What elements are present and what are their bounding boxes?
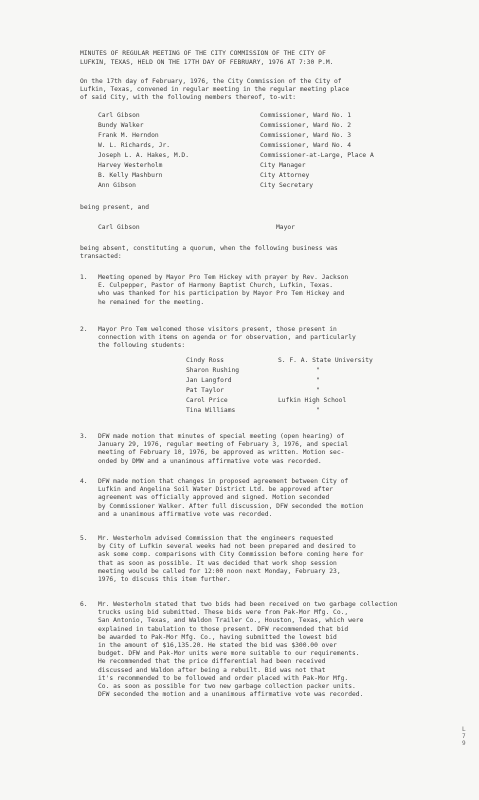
item-line: Mr. Westerholm advised Commission that the engineers requested [98, 535, 334, 542]
item-line: he remained for the meeting. [98, 298, 205, 306]
item-line: by Commissioner Walker. After full discussion, DFW seconded the motion [98, 502, 364, 510]
member-title: City Attorney [260, 172, 310, 179]
member-title: Commissioner, Ward No. 4 [260, 142, 351, 149]
student-name: Pat Taylor [186, 387, 224, 394]
item-line: DFW seconded the motion and a unanimous affirmative vote was recorded. [98, 691, 364, 699]
item-paragraph [98, 326, 356, 351]
item-line: who was thanked for his participation by Mayor Pro Tem Hickey and [98, 290, 345, 298]
student-name: Carol Price [186, 397, 228, 404]
member-name: W. L. Richards, Jr. [98, 142, 171, 149]
item-line: San Antonio, Texas, and Waldon Trailer Co., Houston, Texas, which were [98, 617, 364, 625]
header-line: MINUTES OF REGULAR MEETING OF THE CITY COMMISSION OF THE CITY OF [80, 50, 326, 57]
item-paragraph [98, 535, 363, 584]
intro-line: of said City, with the following members thereof, to-wit: [80, 94, 297, 102]
student-school: " [316, 407, 320, 414]
item-line: Mayor Pro Tem welcomed those visitors present, those present in [98, 326, 337, 333]
item-line: and a unanimous affirmative vote was recorded. [98, 510, 273, 518]
student-name: Cindy Ross [186, 357, 224, 364]
member-name: Harvey Westerholm [98, 162, 163, 169]
absent-name: Carl Gibson [98, 224, 140, 231]
item-line: DFW made motion that changes in proposed agreement between City of [98, 478, 349, 485]
member-name: B. Kelly Mashburn [98, 172, 163, 179]
item-line: Mr. Westerholm stated that two bids had been received on two garbage collection [98, 601, 398, 608]
item-line: budget. DFW and Pak-Mor units were more suitable to our requirements. [98, 650, 360, 658]
item-number: 6. [80, 601, 88, 608]
member-title: City Manager [260, 162, 306, 169]
intro-line: Lufkin, Texas, convened in regular meeting in the regular meeting place [80, 86, 350, 94]
item-line: He recommended that the price differential had been received [98, 658, 326, 666]
item-line: onded by DMW and a unanimous affirmative vote was recorded. [98, 457, 322, 465]
member-title: Commissioner-at-Large, Place A [260, 152, 374, 159]
item-number: 4. [80, 478, 88, 485]
intro-paragraph [80, 78, 349, 103]
quorum-line: transacted: [80, 253, 122, 261]
student-name: Tina Williams [186, 407, 236, 414]
member-name: Frank M. Herndon [98, 132, 159, 139]
student-school: " [316, 367, 320, 374]
item-number: 1. [80, 274, 88, 281]
member-title: Commissioner, Ward No. 2 [260, 122, 351, 129]
item-line: trucks using bid submitted. These bids were from Pak-Mor Mfg. Co., [98, 609, 349, 617]
student-school: S. F. A. State University [278, 357, 373, 364]
item-paragraph [98, 433, 348, 466]
margin-mark: 7 [462, 733, 466, 740]
item-line: it's recommended to be followed and order placed with Pak-Mor Mfg. [98, 674, 349, 682]
item-line: be awarded to Pak-Mor Mfg. Co., having submitted the lowest bid [98, 633, 337, 641]
member-name: Bundy Walker [98, 122, 144, 129]
item-number: 2. [80, 326, 88, 333]
item-line: January 29, 1976, regular meeting of February 3, 1976, and special [98, 441, 349, 449]
quorum-paragraph [80, 245, 338, 261]
member-name: Joseph L. A. Hakes, M.D. [98, 152, 189, 159]
quorum-line: being absent, constituting a quorum, when the following business was [80, 245, 338, 252]
header-line: LUFKIN, TEXAS, HELD ON THE 17TH DAY OF FEBRUARY, 1976 AT 7:30 P.M. [80, 59, 334, 66]
present-label: being present, and [80, 204, 150, 211]
item-line: Co. as soon as possible for two new garbage collection packer units. [98, 683, 356, 691]
absent-title: Mayor [276, 224, 295, 231]
intro-line: On the 17th day of February, 1976, the City Commission of the City of [80, 78, 342, 85]
item-line: agreement was officially approved and signed. Motion seconded [98, 494, 330, 502]
item-line: meeting of February 10, 1976, be approved as written. Motion sec- [98, 449, 345, 457]
item-paragraph [98, 478, 363, 519]
item-line: ask some comp. comparisons with City Commission before coming here for [98, 551, 364, 559]
margin-mark: 9 [462, 740, 466, 747]
item-line: E. Culpepper, Pastor of Harmony Baptist Church, Lufkin, Texas. [98, 282, 334, 290]
item-line: connection with items on agenda or for observation, and particularly [98, 334, 356, 342]
item-line: Lufkin and Angelina Soil Water District Ltd. be approved after [98, 486, 334, 494]
item-paragraph [98, 601, 398, 699]
member-title: Commissioner, Ward No. 1 [260, 112, 351, 119]
item-line: in the amount of $16,135.20. He stated the bid was $300.00 over [98, 642, 337, 650]
item-line: that as soon as possible. It was decided that work shop session [98, 559, 337, 567]
student-school: Lufkin High School [278, 397, 347, 404]
item-number: 5. [80, 535, 88, 542]
item-line: by City of Lufkin several weeks had not been prepared and desired to [98, 543, 356, 551]
member-title: Commissioner, Ward No. 3 [260, 132, 351, 139]
margin-marks [462, 726, 466, 747]
member-name: Carl Gibson [98, 112, 140, 119]
student-name: Jan Langford [186, 377, 232, 384]
item-line: explained in tabulation to those present. DFW recommended that bid [98, 625, 349, 633]
student-school: " [316, 377, 320, 384]
item-number: 3. [80, 433, 88, 440]
member-name: Ann Gibson [98, 182, 136, 189]
item-line: discussed and Waldon after being a rebuilt. Bid was not that [98, 666, 326, 674]
item-line: Meeting opened by Mayor Pro Tem Hickey with prayer by Rev. Jackson [98, 274, 349, 281]
student-name: Sharon Rushing [186, 367, 240, 374]
item-line: the following students: [98, 342, 186, 350]
item-line: 1976, to discuss this item further. [98, 576, 231, 584]
margin-mark: L [462, 726, 466, 733]
item-line: meeting would be called for 12:00 noon next Monday, February 23, [98, 567, 341, 575]
item-paragraph [98, 274, 348, 307]
item-line: DFW made motion that minutes of special meeting (open hearing) of [98, 433, 345, 440]
student-school: " [316, 387, 320, 394]
member-title: City Secretary [260, 182, 314, 189]
